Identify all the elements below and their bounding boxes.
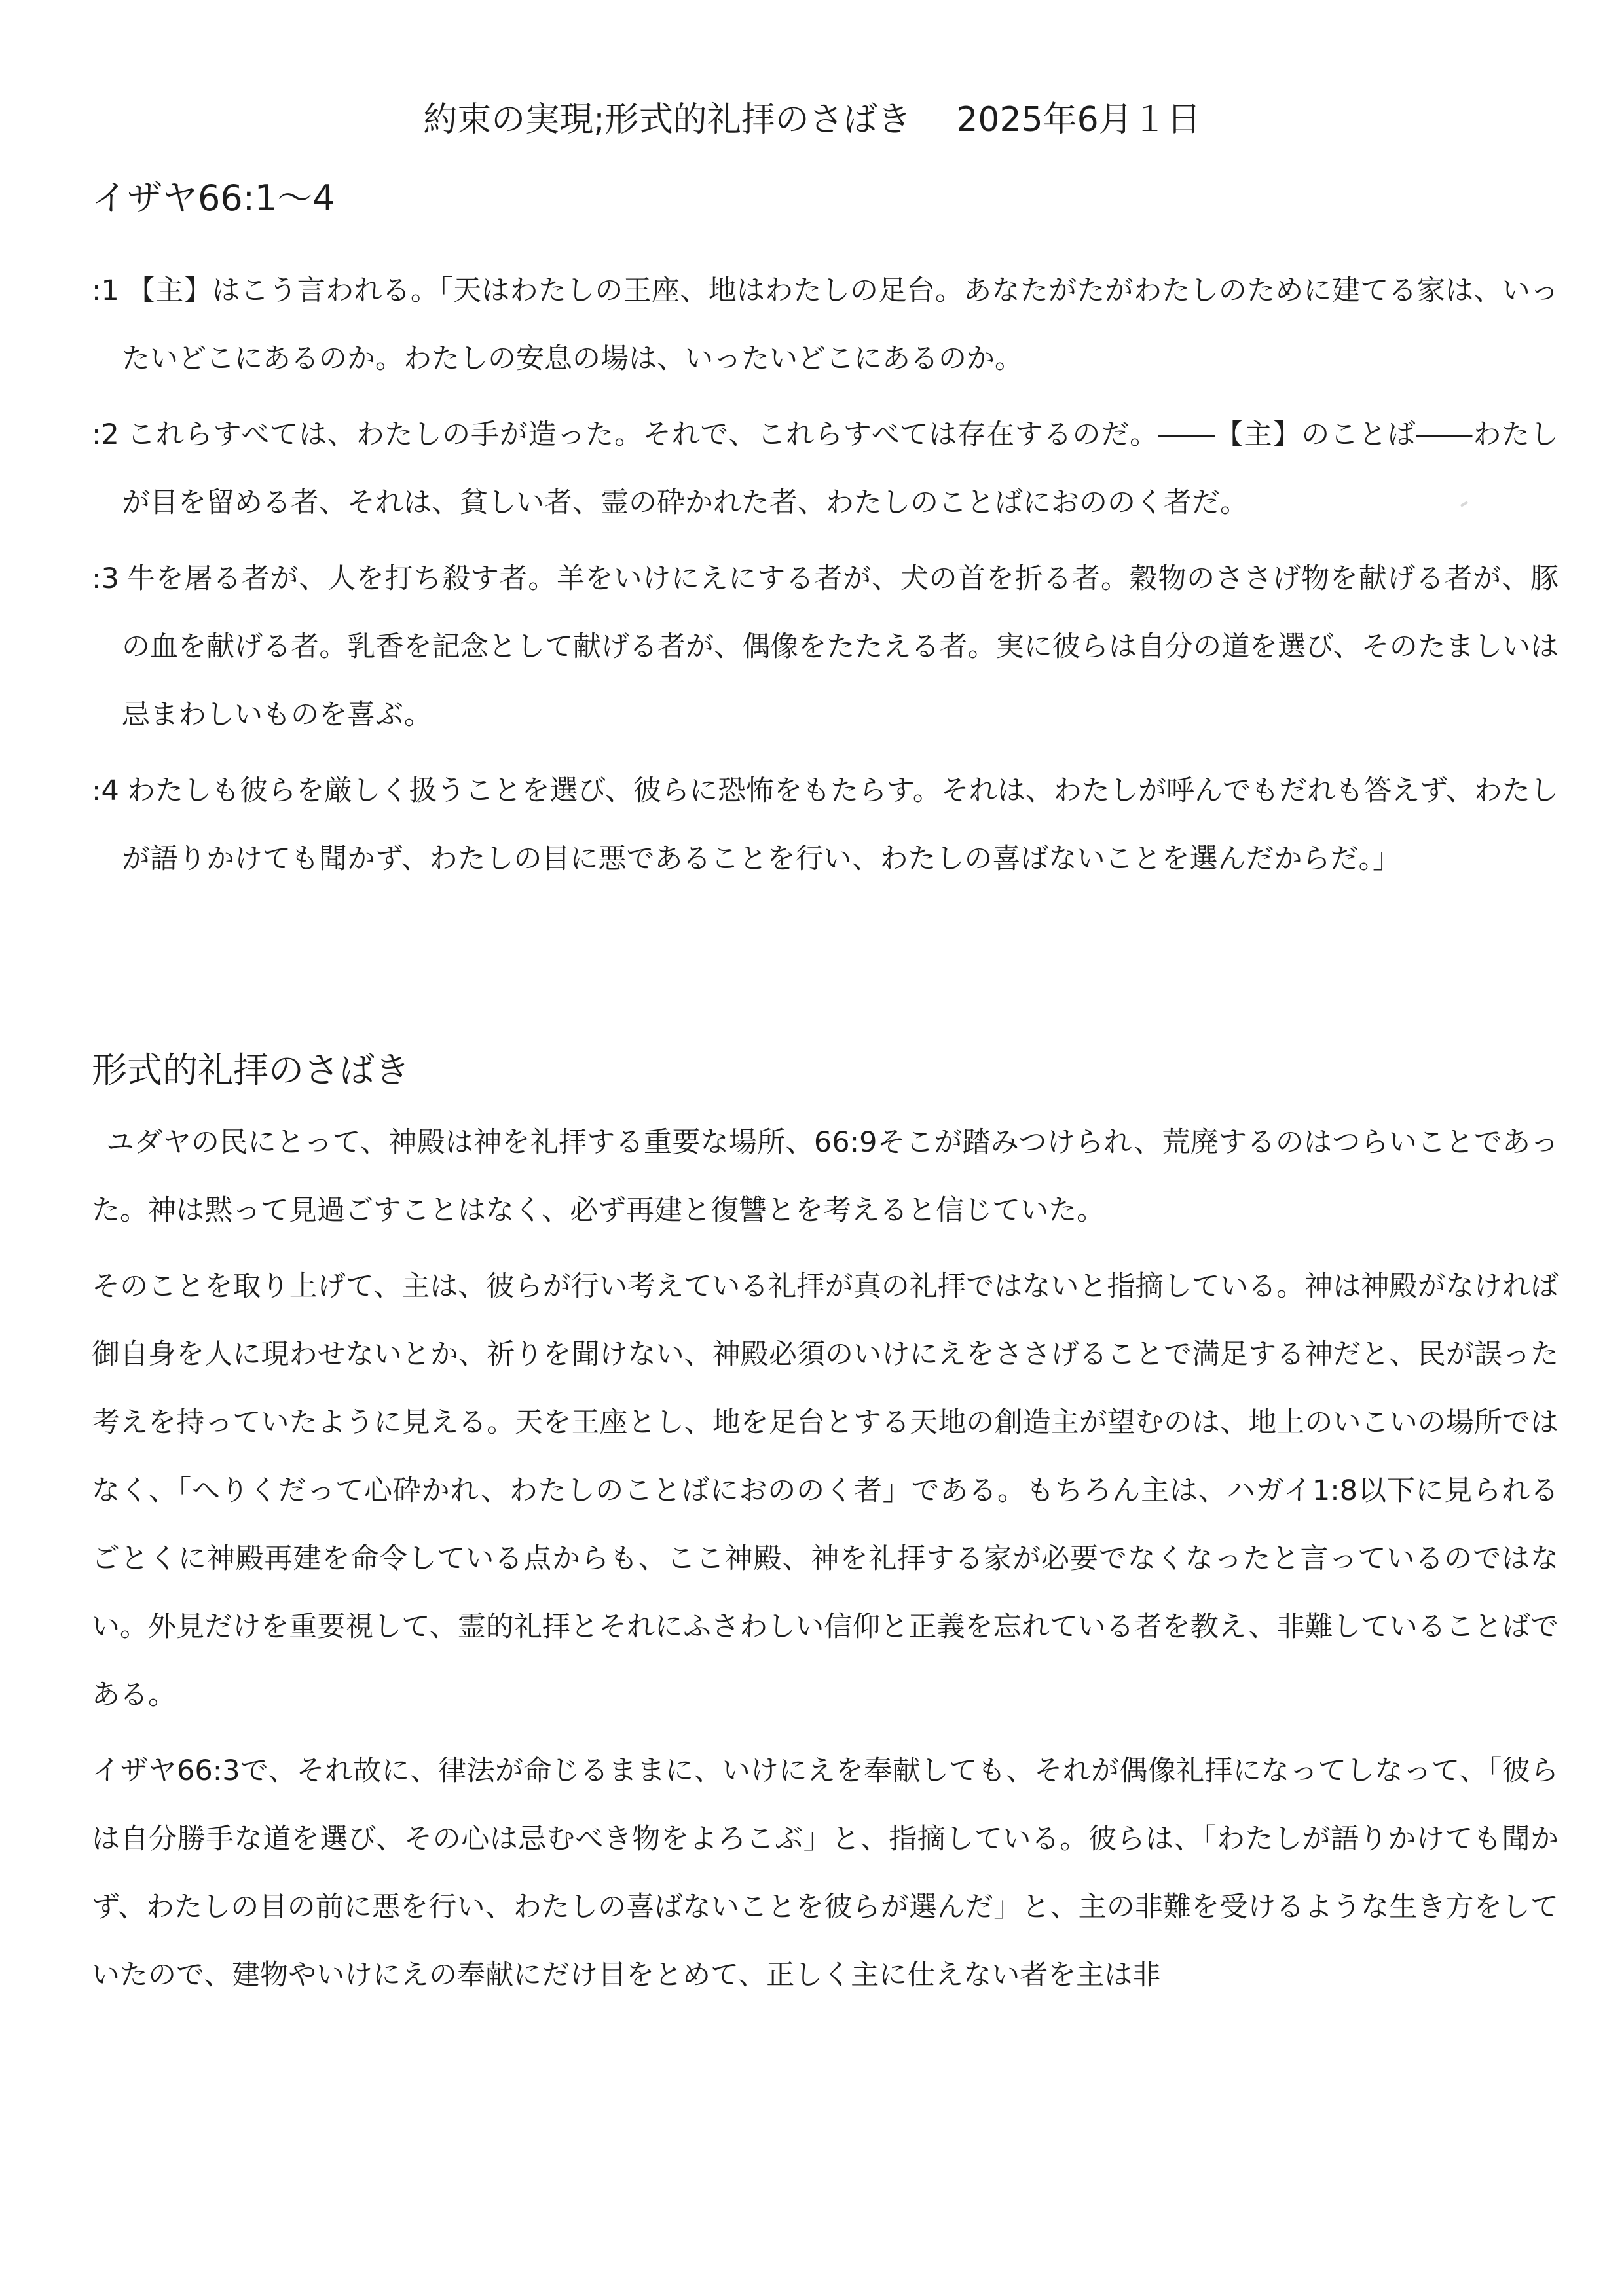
verse-number: :3 [92,562,119,595]
verse-text: わたしも彼らを厳しく扱うことを選び、彼らに恐怖をもたらす。それは、わたしが呼んでもだれも答えず、わたしが語りかけても聞かず、わたしの目に悪であることを行い、わたしの喜ばないことを選んだからだ。」 [122,774,1559,875]
commentary-body [92,1108,1559,2017]
verse-3 [92,545,1559,749]
verse-number: :1 [92,274,119,307]
commentary-paragraph: ユダヤの民にとって、神殿は神を礼拝する重要な場所、66:9そこが踏みつけられ、荒廃するのはつらいことであった。神は黙って見過ごすことはなく、必ず再建と復讐とを考えると信じていた。 [92,1126,1559,1227]
verse-2 [92,401,1559,537]
commentary-paragraph: イザヤ66:3で、それ故に、律法が命じるままに、いけにえを奉献しても、それが偶像礼拝になってしなって、「彼らは自分勝手な道を選び、その心は忌むべき物をよろこぶ」と、指摘している。彼らは、「わたしが語りかけても聞かず、わたしの目の前に悪を行い、わたしの喜ばないことを彼らが選んだ」と、主の非難を受けるような生き方をしていたので、建物やいけにえの奉献にだけ目をとめて、正しく主に仕えない者を主は非 [92,1755,1559,1992]
verse-4 [92,757,1559,893]
verse-number: :4 [92,774,119,807]
document-title: 約束の実現;形式的礼拝のさばき 2025年6月１日 [423,100,1201,139]
scripture-heading: イザヤ66:1～4 [92,177,335,219]
verse-text: 牛を屠る者が、人を打ち殺す者。羊をいけにえにする者が、犬の首を折る者。穀物のささげ物を献げる者が、豚の血を献げる者。乳香を記念として献げる者が、偶像をたたえる者。実に彼らは自分の道を選び、そのたましいは忌まわしいものを喜ぶ。 [122,562,1559,731]
section-heading: 形式的礼拝のさばき [92,1049,410,1091]
verse-text: これらすべては、わたしの手が造った。それで、これらすべては存在するのだ。――【主】のことば――わたしが目を留める者、それは、貧しい者、霊の砕かれた者、わたしのことばにおののく者だ。 [122,418,1559,519]
verse-number: :2 [92,418,119,451]
commentary-paragraph: そのことを取り上げて、主は、彼らが行い考えている礼拝が真の礼拝ではないと指摘している。神は神殿がなければ御自身を人に現わせないとか、祈りを聞けない、神殿必須のいけにえをささげることで満足する神だと、民が誤った考えを持っていたように見える。天を王座とし、地を足台とする天地の創造主が望むのは、地上のいこいの場所ではなく、「へりくだって心砕かれ、わたしのことばにおののく者」である。もちろん主は、ハガイ1:8以下に見られるごとくに神殿再建を命令している点からも、ここ神殿、神を礼拝する家が必要でなくなったと言っているのではない。外見だけを重要視して、霊的礼拝とそれにふさわしい信仰と正義を忘れている者を教え、非難していることばである。 [92,1270,1559,1711]
verse-list [92,257,1559,901]
verse-1 [92,257,1559,393]
verse-text: 【主】はこう言われる。「天はわたしの王座、地はわたしの足台。あなたがたがわたしのために建てる家は、いったいどこにあるのか。わたしの安息の場は、いったいどこにあるのか。 [122,274,1559,375]
